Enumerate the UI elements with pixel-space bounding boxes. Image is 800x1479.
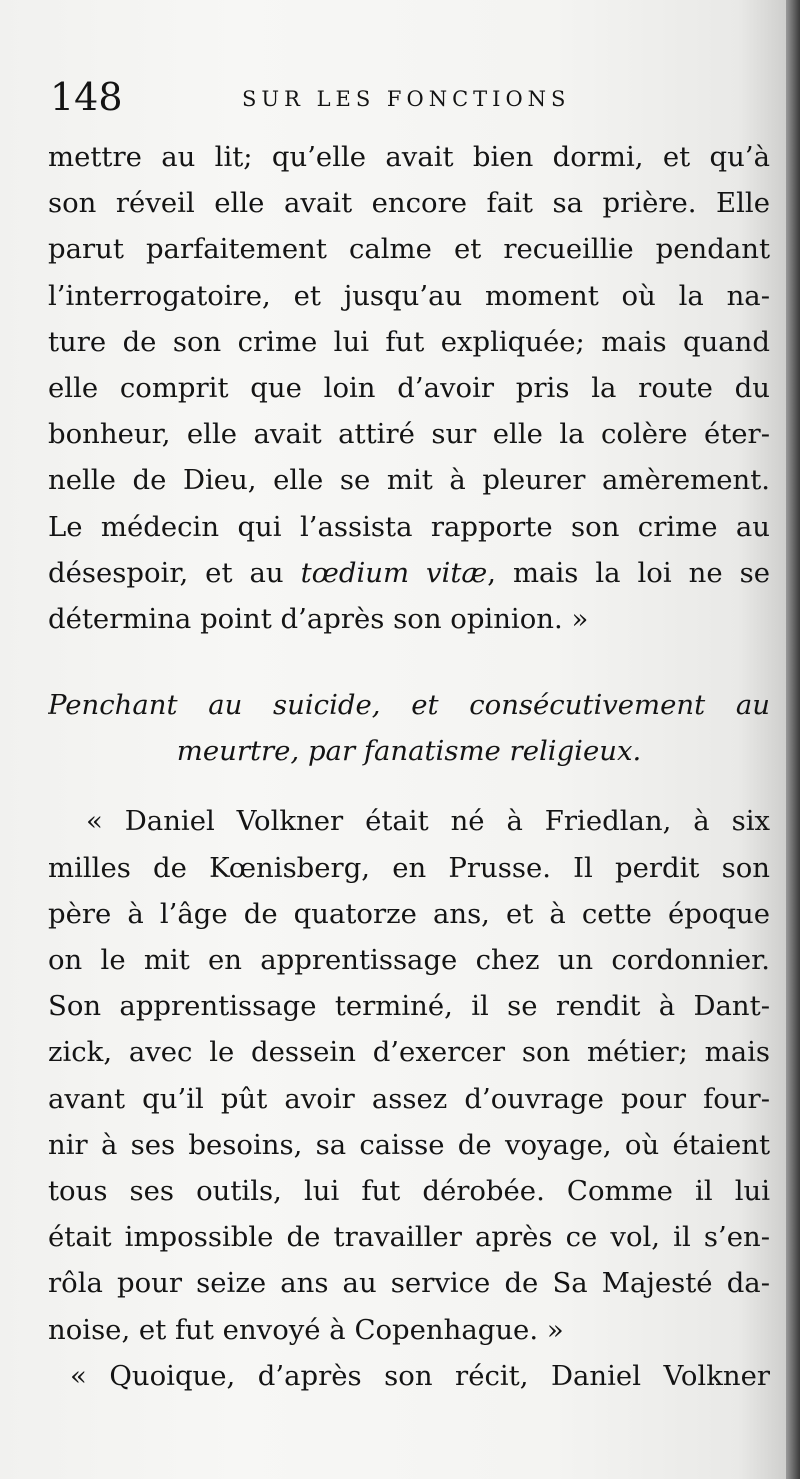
text-line: nir à ses besoins, sa caisse de voyage, où étaient: [48, 1128, 770, 1161]
paragraph-spacer: [48, 642, 770, 682]
text-line: Son apprentissage terminé, il se rendit à Dant-: [48, 990, 770, 1023]
paragraph-volkner-history: [48, 798, 770, 1352]
text-line: tous ses outils, lui fut dérobée. Comme il lui: [48, 1174, 770, 1207]
book-binding-edge: [786, 0, 800, 1479]
text-line: ture de son crime lui fut expliquée; mais quand: [48, 325, 770, 358]
page-header: [50, 72, 610, 122]
latin-phrase: tœdium vitæ: [300, 556, 488, 589]
section-heading-line: Penchant au suicide, et consécutivement au: [48, 689, 770, 722]
text-line: Le médecin qui l’assista rapporte son crime au: [48, 510, 770, 543]
text-line: détermina point d’après son opinion. »: [48, 602, 589, 635]
text-line: rôla pour seize ans au service de Sa Majesté da-: [48, 1267, 770, 1300]
text-line: désespoir, et au tœdium vitæ, mais la loi ne se: [48, 556, 770, 589]
text-line: « Quoique, d’après son récit, Daniel Volkner: [70, 1359, 770, 1392]
text-line: son réveil elle avait encore fait sa prière. Elle: [48, 187, 770, 220]
text-line: avant qu’il pût avoir assez d’ouvrage pour four-: [48, 1082, 770, 1115]
running-title: SUR LES FONCTIONS: [242, 87, 571, 111]
paragraph-spacer: [48, 774, 770, 798]
text-line: noise, et fut envoyé à Copenhague. »: [48, 1313, 564, 1346]
body-text: [48, 134, 770, 1399]
text-line: elle comprit que loin d’avoir pris la route du: [48, 371, 770, 404]
text-line: nelle de Dieu, elle se mit à pleurer amèrement.: [48, 464, 770, 497]
text-line: était impossible de travailler après ce vol, il s’en-: [48, 1221, 770, 1254]
text-line: père à l’âge de quatorze ans, et à cette époque: [48, 897, 770, 930]
text-line: milles de Kœnisberg, en Prusse. Il perdit son: [48, 851, 770, 884]
text-line: l’interrogatoire, et jusqu’au moment où la na-: [48, 279, 770, 312]
text-line: « Daniel Volkner était né à Friedlan, à six: [86, 805, 770, 838]
paragraph-interrogation: [48, 134, 770, 642]
text-line: bonheur, elle avait attiré sur elle la colère éter-: [48, 418, 770, 451]
paragraph-volkner-account: [48, 1353, 770, 1399]
text-line: mettre au lit; qu’elle avait bien dormi, et qu’à: [48, 141, 770, 173]
text-line: parut parfaitement calme et recueillie pendant: [48, 233, 770, 266]
section-heading: [48, 682, 770, 774]
text-line: on le mit en apprentissage chez un cordonnier.: [48, 944, 770, 976]
section-heading-line: meurtre, par fanatisme religieux.: [176, 735, 642, 768]
page-number: 148: [50, 75, 123, 119]
text-line: zick, avec le dessein d’exercer son métier; mais: [48, 1036, 770, 1069]
